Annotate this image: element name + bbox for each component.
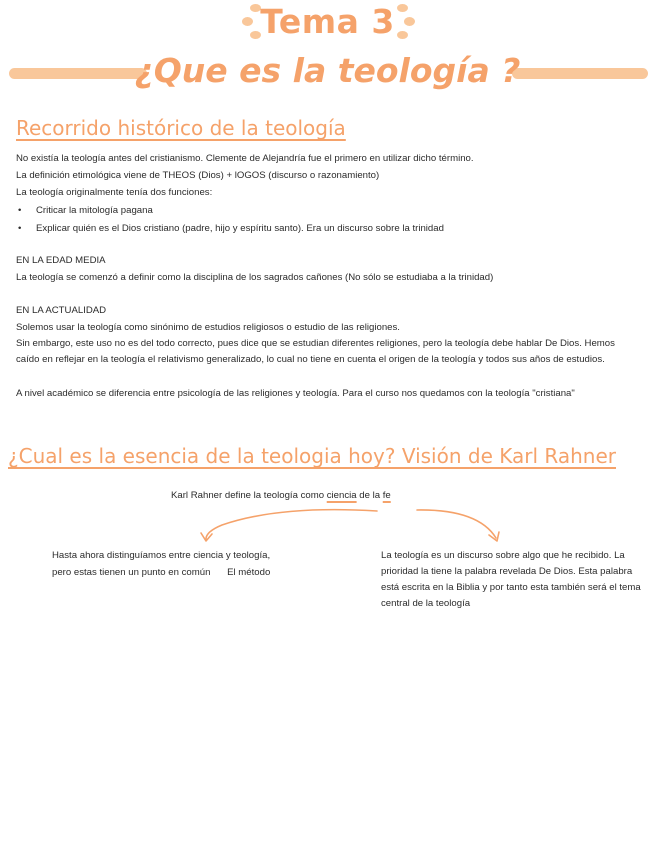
arrow-right-curve — [417, 510, 496, 538]
intro-line: La teología originalmente tenía dos funciones: — [16, 187, 213, 198]
intro-line: La definición etimológica viene de THEOS (Dios) + lOGOS (discurso o razonamiento) — [16, 170, 380, 181]
intro-line: No existía la teología antes del cristianismo. Clemente de Alejandría fue el primero en utilizar dicho término. — [16, 153, 474, 164]
list-item-text: Explicar quién es el Dios cristiano (padre, hijo y espíritu santo). Era un discurso sobre la trinidad — [36, 223, 444, 234]
left-note-method: El método — [227, 567, 271, 578]
keyword-ciencia: ciencia — [326, 490, 357, 501]
arrow-left-curve — [206, 510, 377, 540]
definition-text: de la — [356, 490, 383, 501]
subheading-actualidad: EN LA ACTUALIDAD — [16, 305, 107, 316]
left-note-line — [52, 565, 270, 581]
left-note-line: Hasta ahora distinguíamos entre ciencia y teología, — [52, 550, 271, 561]
page-title: ¿Que es la teología ? — [134, 51, 521, 90]
list-item-text: Criticar la mitología pagana — [36, 205, 153, 216]
subheading-edad-media: EN LA EDAD MEDIA — [16, 255, 106, 266]
edad-media-text: La teología se comenzó a definir como la disciplina de los sagrados cañones (No sólo se estudiaba a la trinidad) — [16, 272, 494, 283]
section-heading-essence: ¿Cual es la esencia de la teologia hoy? Visión de Karl Rahner — [8, 444, 616, 468]
bullet-icon: • — [18, 223, 22, 234]
actualidad-paragraph: Sin embargo, este uso no es del todo correcto, pues dice que se estudian diferentes religiones, pero la teología debe hablar De Dios. Hemos caído en reflejar en la teología el relativismo generalizado, lo cual no tiene en cuenta el origen de la teología y todos sus años de estudios. — [16, 338, 615, 365]
definition-text: Karl Rahner define la teología como — [171, 490, 327, 501]
arrow-right-head — [489, 532, 499, 541]
actualidad-paragraph: A nivel académico se diferencia entre psicología de las religiones y teología. Para el curso nos quedamos con la teología "cristiana" — [16, 388, 575, 399]
section-heading-history: Recorrido histórico de la teología — [16, 116, 346, 140]
left-note-text: pero estas tienen un punto en común — [52, 567, 211, 578]
bullet-icon: • — [18, 205, 22, 216]
right-note: La teología es un discurso sobre algo que he recibido. La prioridad la tiene la palabra revelada De Dios. Esta palabra está escrita en la Biblia y por tanto esta también será el tema central de la teología — [381, 550, 641, 609]
keyword-fe: fe — [382, 490, 391, 501]
page-title-topic: Tema 3 — [260, 2, 395, 41]
actualidad-text: Solemos usar la teología como sinónimo de estudios religiosos o estudio de las religiones. — [16, 322, 400, 333]
